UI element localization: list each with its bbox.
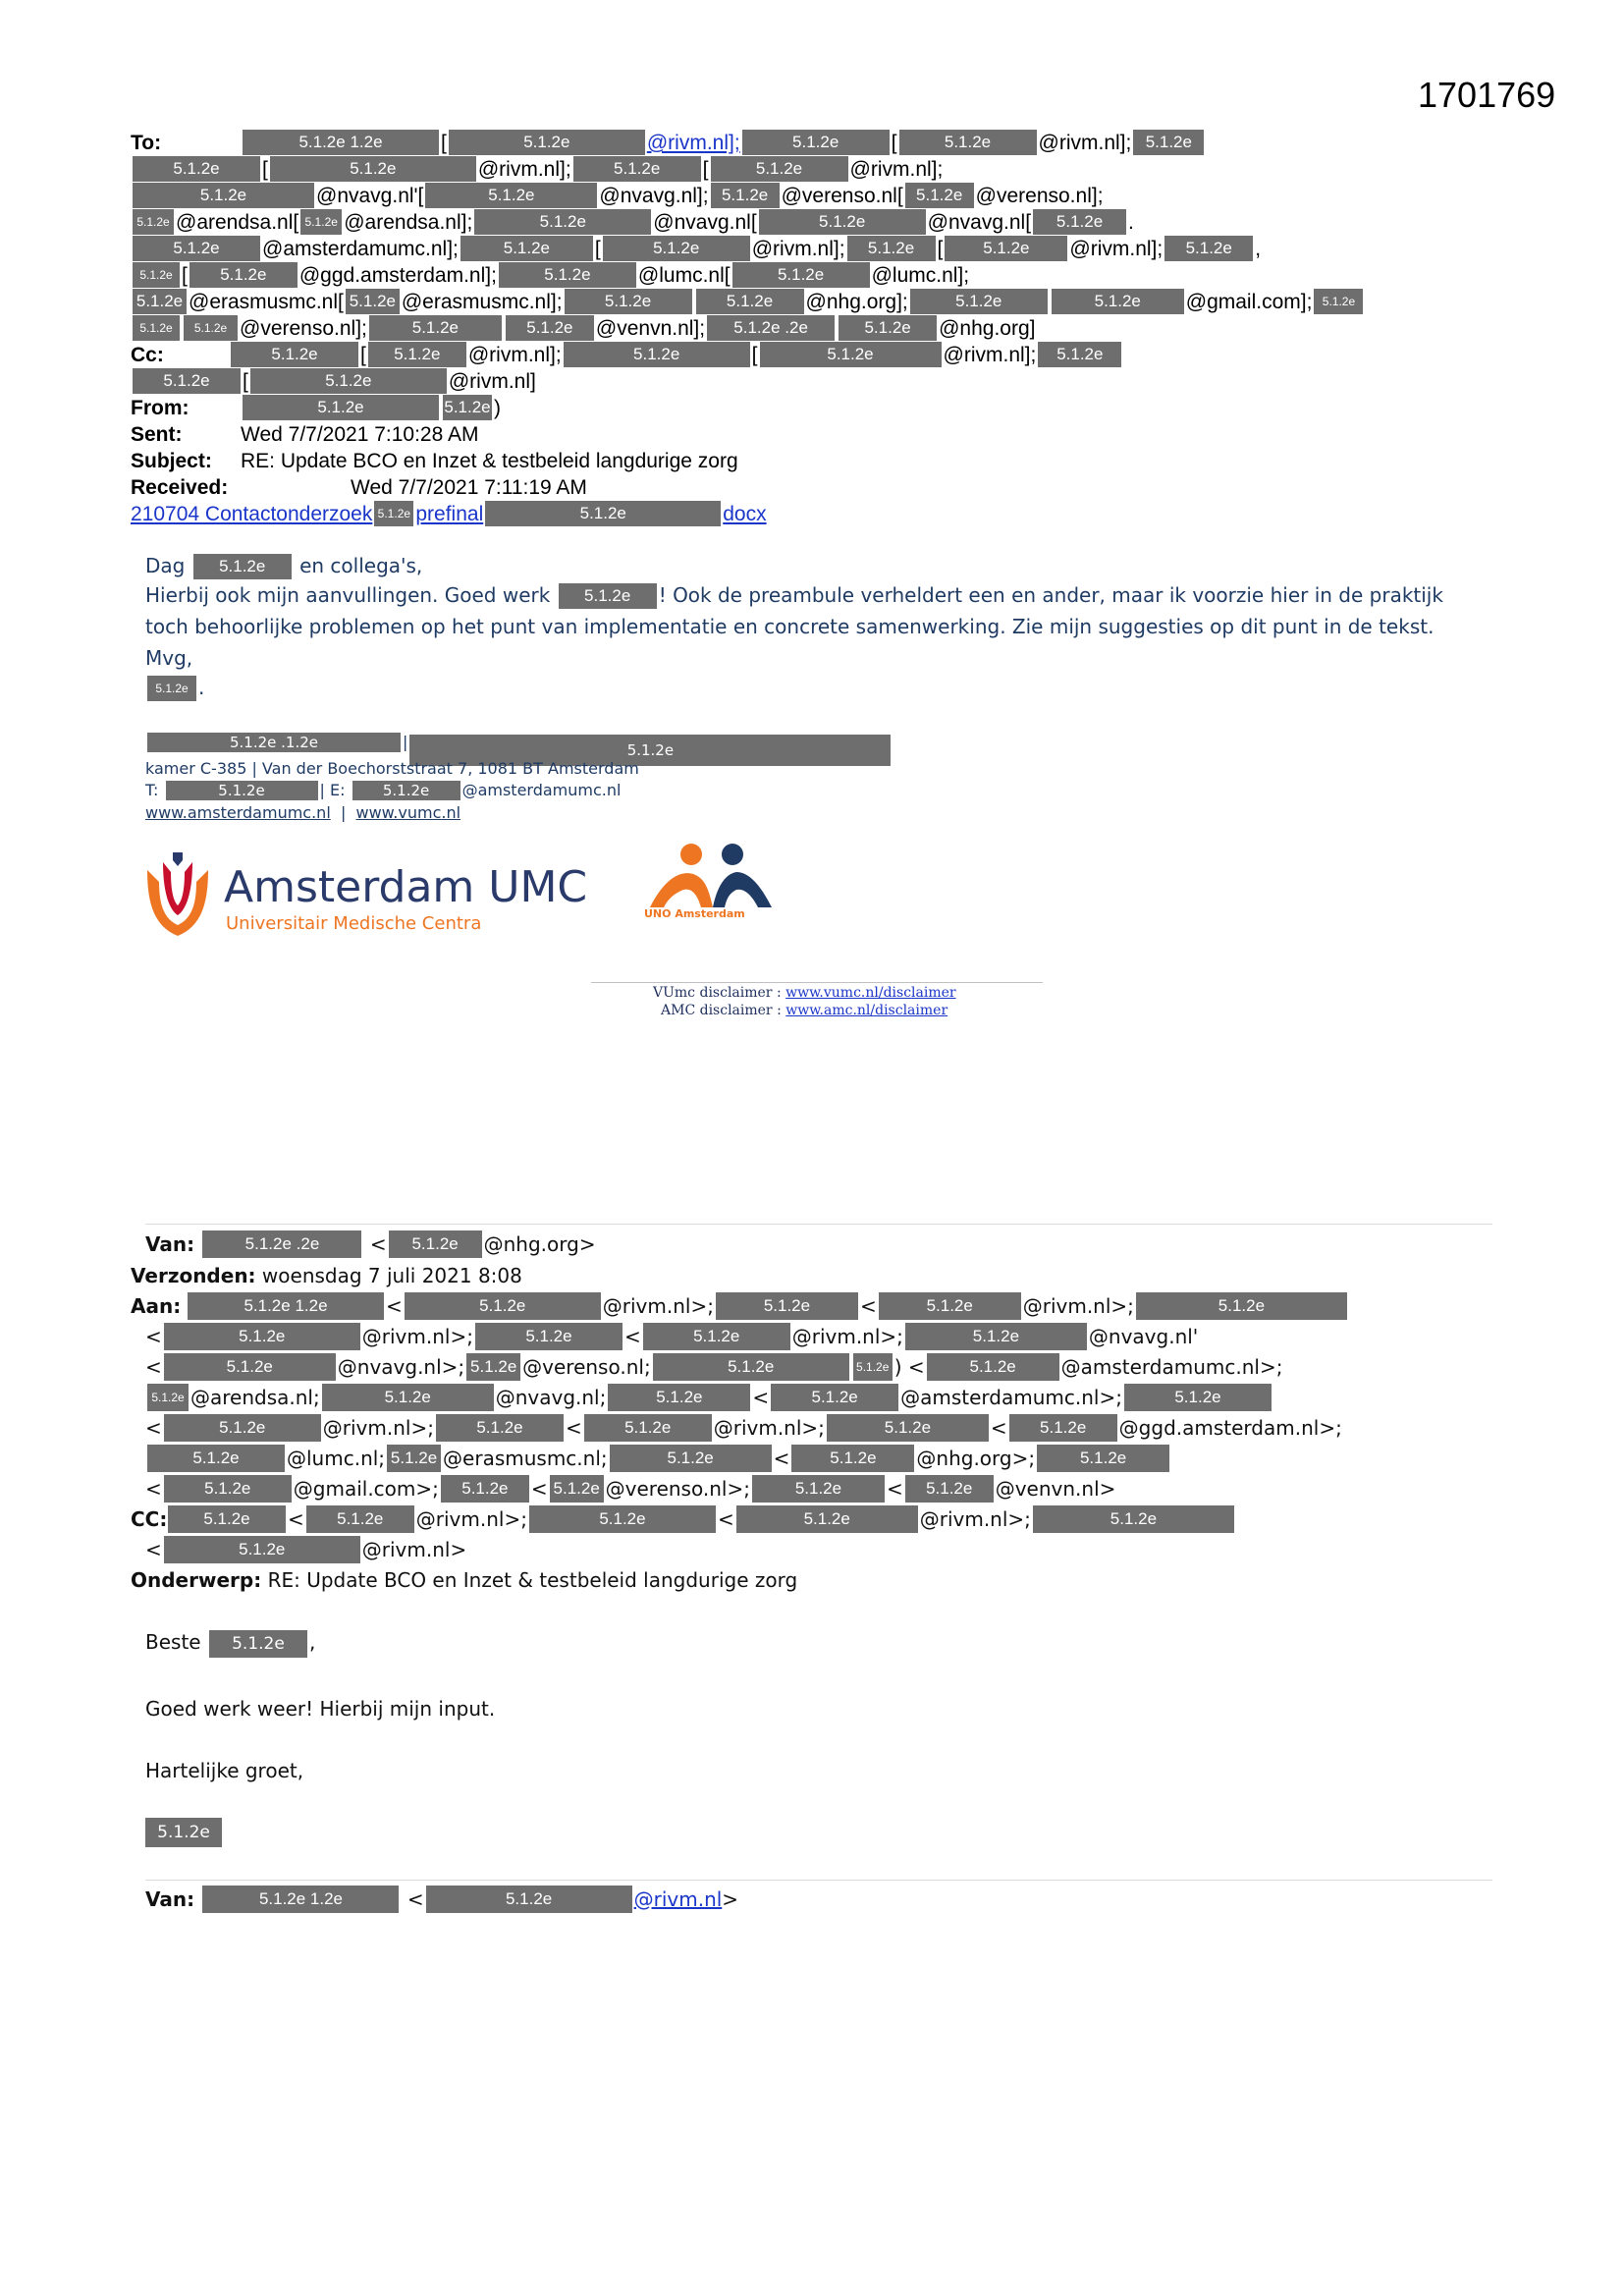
redaction: 5.1.2e	[368, 342, 466, 367]
redaction: 5.1.2e	[193, 554, 292, 579]
email-address: @rivm.nl];	[849, 158, 944, 181]
email-address: @erasmusmc.nl[	[189, 291, 344, 313]
vumc-disclaimer: VUmc disclaimer : www.vumc.nl/disclaimer	[653, 985, 956, 1001]
email-address: @verenso.nl[	[781, 185, 903, 207]
redaction: 5.1.2e	[133, 236, 260, 261]
email-address: @erasmusmc.nl;	[443, 1447, 608, 1470]
email-address: @rivm.nl];	[751, 238, 845, 260]
redaction: 5.1.2e	[133, 289, 187, 314]
van-label: Van:	[145, 1232, 195, 1256]
email-address: @lumc.nl];	[871, 264, 970, 287]
to-line-1: To: 5.1.2e 1.2e [ 5.1.2e @rivm.nl]; 5.1.2e [ 5.1.2e @rivm.nl]; 5.1.2e	[131, 130, 1206, 156]
redaction: 5.1.2e	[133, 209, 174, 235]
email-address: @rivm.nl>;	[1022, 1294, 1134, 1318]
email-address: @nvavg.nl'[	[316, 185, 424, 207]
email-address: @arendsa.nl];	[344, 211, 473, 234]
redaction: 5.1.2e	[466, 1353, 520, 1381]
email-address: @verenso.nl;	[522, 1355, 651, 1379]
redaction: 5.1.2e	[653, 1353, 849, 1381]
logo-subtitle: Universitair Medische Centra	[226, 913, 482, 934]
redaction: 5.1.2e	[827, 1414, 989, 1442]
email-address: @gmail.com>;	[293, 1477, 439, 1501]
redaction: 5.1.2e	[426, 1886, 632, 1913]
subject-label: Subject:	[131, 450, 212, 472]
redaction: 5.1.2e	[732, 262, 870, 288]
redaction: 5.1.2e	[711, 183, 780, 208]
amc-disclaimer: AMC disclaimer : www.amc.nl/disclaimer	[661, 1003, 948, 1018]
cc-line-2: 5.1.2e [ 5.1.2e @rivm.nl]	[131, 368, 536, 395]
received-line	[131, 474, 587, 501]
signature-contact: T: 5.1.2e | E: 5.1.2e @amsterdamumc.nl	[145, 781, 622, 799]
email-separator	[145, 1880, 1492, 1881]
email2-verzonden-line	[131, 1262, 522, 1289]
redaction: 5.1.2e	[608, 1384, 750, 1411]
email-address: @lumc.nl[	[637, 264, 731, 287]
redaction: 5.1.2e	[564, 342, 750, 367]
redaction: 5.1.2e	[133, 183, 314, 208]
amsterdam-umc-logo	[143, 852, 212, 944]
email-address: @nvavg.nl];	[599, 185, 709, 207]
onderwerp-label: Onderwerp:	[131, 1568, 262, 1592]
redaction: 5.1.2e	[147, 1445, 285, 1472]
redaction: 5.1.2e	[550, 1475, 604, 1503]
onderwerp-value: RE: Update BCO en Inzet & testbeleid langdurige zorg	[267, 1568, 798, 1592]
redaction: 5.1.2e	[147, 676, 196, 701]
email2-aan-line-1: Aan: 5.1.2e 1.2e < 5.1.2e @rivm.nl>; 5.1.2e < 5.1.2e @rivm.nl>; 5.1.2e	[131, 1292, 1349, 1320]
redaction: 5.1.2e	[760, 342, 942, 367]
redaction: 5.1.2e	[425, 183, 597, 208]
email2-aan-line-2: < 5.1.2e @rivm.nl>; 5.1.2e < 5.1.2e @rivm.nl>; 5.1.2e @nvavg.nl'	[145, 1325, 1199, 1348]
email2-greeting: Beste 5.1.2e ,	[145, 1630, 315, 1658]
redaction: 5.1.2e	[716, 1292, 858, 1320]
redaction: 5.1.2e	[409, 735, 891, 766]
redaction: 5.1.2e	[460, 236, 593, 261]
redaction: 5.1.2e	[1314, 289, 1363, 314]
redaction: 5.1.2e	[369, 315, 502, 341]
email2-onderwerp-line	[131, 1566, 797, 1594]
redaction: 5.1.2e	[475, 1323, 623, 1350]
redaction: 5.1.2e	[1037, 1445, 1169, 1472]
email-address: @rivm.nl>;	[791, 1325, 903, 1348]
redaction: 5.1.2e	[1164, 236, 1253, 261]
redaction: 5.1.2e	[853, 1353, 893, 1381]
redaction: 5.1.2e	[1033, 209, 1126, 235]
tulip-logo-icon	[143, 852, 212, 939]
email-address: @rivm.nl]	[448, 370, 536, 393]
redaction: 5.1.2e	[1136, 1292, 1347, 1320]
to-line-2: 5.1.2e [ 5.1.2e @rivm.nl]; 5.1.2e [ 5.1.2e @rivm.nl];	[131, 156, 943, 183]
redaction: 5.1.2e	[145, 1818, 222, 1847]
email-address: @nvavg.nl>;	[337, 1355, 465, 1379]
email-separator	[145, 1224, 1492, 1225]
email2-aan-line-7: < 5.1.2e @gmail.com>; 5.1.2e < 5.1.2e @verenso.nl>; 5.1.2e < 5.1.2e @venvn.nl>	[145, 1477, 1116, 1501]
document-number: 1701769	[1418, 75, 1556, 115]
van-label: Van:	[145, 1887, 195, 1911]
redaction: 5.1.2e	[449, 130, 645, 155]
redaction: 5.1.2e	[559, 583, 657, 609]
signature-address: kamer C-385 | Van der Boechorststraat 7, 1081 BT Amsterdam	[145, 759, 639, 778]
email2-closing: Hartelijke groet,	[145, 1759, 304, 1782]
redaction: 5.1.2e	[742, 130, 890, 155]
email3-van-line: Van: 5.1.2e 1.2e < 5.1.2e @rivm.nl>	[145, 1887, 739, 1911]
from-line: From: 5.1.2e 5.1.2e )	[131, 397, 501, 419]
sender-initials: 5.1.2e .	[145, 676, 1443, 705]
email-address: @arendsa.nl;	[190, 1386, 320, 1409]
redaction: 5.1.2e	[1038, 342, 1121, 367]
redaction: 5.1.2e	[603, 236, 750, 261]
email-address: @nhg.org>;	[916, 1447, 1036, 1470]
email1-body	[145, 554, 1443, 705]
email-address: @rivm.nl];	[646, 132, 740, 154]
redaction: 5.1.2e	[905, 1323, 1087, 1350]
closing: Mvg,	[145, 646, 193, 670]
redaction: 5.1.2e	[436, 1414, 564, 1442]
redaction: 5.1.2e	[1009, 1414, 1117, 1442]
redaction: 5.1.2e	[573, 156, 701, 182]
email-address: @ggd.amsterdam.nl];	[298, 264, 497, 287]
redaction: 5.1.2e	[189, 262, 298, 288]
body-line: toch behoorlijke problemen op het punt van implementatie en concrete samenwerking. Zie mijn suggesties op dit punt in de tekst.	[145, 615, 1435, 638]
email-address: @rivm.nl>;	[602, 1294, 714, 1318]
subject-value: RE: Update BCO en Inzet & testbeleid langdurige zorg	[241, 450, 738, 472]
to-line-5: 5.1.2e @amsterdamumc.nl]; 5.1.2e [ 5.1.2e @rivm.nl]; 5.1.2e [ 5.1.2e @rivm.nl]; 5.1.2e ,	[131, 236, 1261, 262]
redaction: 5.1.2e	[565, 289, 692, 314]
redaction: 5.1.2e	[879, 1292, 1021, 1320]
redaction: 5.1.2e	[346, 289, 400, 314]
redaction: 5.1.2e	[529, 1505, 716, 1533]
redaction: 5.1.2e	[927, 1353, 1059, 1381]
redaction: 5.1.2e	[441, 1475, 529, 1503]
email-address: @gmail.com];	[1185, 291, 1313, 313]
email-address: @rivm.nl>;	[713, 1416, 825, 1440]
redaction: 5.1.2e	[899, 130, 1037, 155]
redaction: 5.1.2e	[1133, 130, 1204, 155]
redaction: 5.1.2e	[905, 1475, 994, 1503]
redaction: 5.1.2e	[133, 368, 241, 394]
email-address: @ggd.amsterdam.nl>;	[1118, 1416, 1342, 1440]
to-line-7	[131, 289, 1365, 315]
subject-line	[131, 448, 738, 474]
redaction: 5.1.2e	[133, 262, 180, 288]
redaction: 5.1.2e	[250, 368, 447, 394]
email-address: @venvn.nl>	[995, 1477, 1116, 1501]
email-address: @rivm.nl];	[1069, 238, 1164, 260]
cc-line-1: Cc: 5.1.2e [ 5.1.2e @rivm.nl]; 5.1.2e [ 5.1.2e @rivm.nl]; 5.1.2e	[131, 342, 1123, 368]
email2-signoff	[145, 1818, 222, 1847]
disclaimer-link[interactable]: www.amc.nl/disclaimer	[785, 1003, 948, 1018]
redaction: 5.1.2e	[164, 1536, 360, 1563]
email-address: @amsterdamumc.nl>;	[1060, 1355, 1283, 1379]
redaction: 5.1.2e	[184, 315, 238, 341]
redaction: 5.1.2e	[791, 1445, 914, 1472]
redaction: 5.1.2e .2e	[202, 1230, 361, 1258]
email2-van-line: Van: 5.1.2e .2e < 5.1.2e @nhg.org>	[145, 1232, 596, 1256]
disclaimer-separator	[591, 982, 1043, 983]
to-line-6: 5.1.2e [ 5.1.2e @ggd.amsterdam.nl]; 5.1.2e @lumc.nl[ 5.1.2e @lumc.nl];	[131, 262, 969, 289]
redaction: 5.1.2e .2e	[707, 315, 835, 341]
sent-label: Sent:	[131, 423, 183, 446]
redaction: 5.1.2e	[905, 183, 974, 208]
redaction: 5.1.2e	[352, 781, 460, 800]
email2-aan-line-4: 5.1.2e @arendsa.nl; 5.1.2e @nvavg.nl; 5.1.2e < 5.1.2e @amsterdamumc.nl>; 5.1.2e	[145, 1384, 1273, 1411]
greeting: Dag 5.1.2e en collega's,	[145, 554, 423, 577]
redaction: 5.1.2e	[610, 1445, 772, 1472]
redaction: 5.1.2e	[243, 395, 439, 420]
email-address: @rivm.nl>;	[919, 1507, 1031, 1531]
redaction: 5.1.2e	[164, 1353, 336, 1381]
redaction: 5.1.2e	[270, 156, 476, 182]
email-address: @verenso.nl];	[975, 185, 1104, 207]
cc-label: Cc:	[131, 344, 164, 366]
redaction: 5.1.2e	[736, 1505, 918, 1533]
redaction: 5.1.2e 1.2e	[202, 1886, 399, 1913]
redaction: 5.1.2e	[164, 1475, 292, 1503]
email-address: @arendsa.nl[	[176, 211, 299, 234]
redaction: 5.1.2e	[1033, 1505, 1234, 1533]
email-address: @venvn.nl];	[595, 317, 706, 340]
email-address: @nhg.org]	[939, 317, 1036, 340]
sent-line	[131, 421, 478, 448]
email-address: @nhg.org>	[483, 1232, 596, 1256]
email-address: @rivm.nl>	[361, 1538, 467, 1561]
email-address: @amsterdamumc.nl>;	[900, 1386, 1122, 1409]
redaction: 5.1.2e	[133, 156, 260, 182]
signature-email-domain: @amsterdamumc.nl	[461, 781, 622, 799]
redaction: 5.1.2e	[485, 501, 721, 526]
redaction: 5.1.2e	[133, 315, 180, 341]
redaction: 5.1.2e	[499, 262, 636, 288]
email-address: @nvavg.nl;	[495, 1386, 607, 1409]
redaction: 5.1.2e	[389, 1230, 482, 1258]
redaction: 5.1.2e	[910, 289, 1048, 314]
email2-body-line: Goed werk weer! Hierbij mijn input.	[145, 1697, 496, 1721]
verzonden-label: Verzonden:	[131, 1264, 256, 1287]
redaction: 5.1.2e	[168, 1505, 286, 1533]
to-line-8	[131, 315, 1036, 342]
redaction: 5.1.2e	[374, 501, 413, 526]
redaction: 5.1.2e	[771, 1384, 898, 1411]
redaction: 5.1.2e	[711, 156, 848, 182]
redaction: 5.1.2e	[752, 1475, 885, 1503]
redaction: 5.1.2e	[405, 1292, 601, 1320]
redaction: 5.1.2e	[147, 1384, 189, 1411]
email-address: @rivm.nl>;	[322, 1416, 434, 1440]
attachment-link[interactable]: prefinal	[415, 503, 484, 525]
email-address: @nhg.org];	[805, 291, 908, 313]
received-label: Received:	[131, 476, 229, 499]
email-address-link[interactable]: @rivm.nl	[633, 1887, 723, 1911]
redaction: 5.1.2e	[1124, 1384, 1272, 1411]
email-address: @nvavg.nl'	[1088, 1325, 1199, 1348]
redaction: 5.1.2e	[166, 781, 318, 800]
email-address: @erasmusmc.nl];	[401, 291, 563, 313]
email-address: @amsterdamumc.nl];	[262, 238, 459, 260]
redaction: 5.1.2e	[847, 236, 936, 261]
to-line-3	[131, 183, 1104, 209]
email-address: @verenso.nl>;	[605, 1477, 750, 1501]
redaction: 5.1.2e	[474, 209, 651, 235]
redaction: 5.1.2e	[443, 395, 492, 420]
attachment-link[interactable]: docx	[723, 503, 767, 525]
attachment-link[interactable]: 210704 Contactonderzoek	[131, 503, 373, 525]
redaction: 5.1.2e	[387, 1445, 441, 1472]
email-address: @rivm.nl];	[467, 344, 562, 366]
redaction: 5.1.2e	[164, 1414, 321, 1442]
redaction: 5.1.2e .1.2e	[147, 733, 401, 752]
redaction: 5.1.2e	[506, 315, 594, 341]
redaction: 5.1.2e	[839, 315, 937, 341]
email-address: @rivm.nl];	[943, 344, 1037, 366]
redaction: 5.1.2e	[696, 289, 804, 314]
email-address: @nvavg.nl[	[927, 211, 1032, 234]
email2-cc-line-2: < 5.1.2e @rivm.nl>	[145, 1538, 467, 1561]
email2-cc-line-1: CC: 5.1.2e < 5.1.2e @rivm.nl>; 5.1.2e < 5.1.2e @rivm.nl>; 5.1.2e	[131, 1505, 1236, 1533]
redaction: 5.1.2e 1.2e	[188, 1292, 384, 1320]
redaction: 5.1.2e	[643, 1323, 790, 1350]
redaction: 5.1.2e	[300, 209, 342, 235]
disclaimer-link[interactable]: www.vumc.nl/disclaimer	[785, 985, 956, 1001]
uno-label: UNO Amsterdam	[644, 907, 745, 920]
email2-aan-line-6: 5.1.2e @lumc.nl; 5.1.2e @erasmusmc.nl; 5.1.2e < 5.1.2e @nhg.org>; 5.1.2e	[145, 1445, 1171, 1472]
cc-label: CC:	[131, 1507, 168, 1531]
redaction: 5.1.2e	[306, 1505, 414, 1533]
body-line: Hierbij ook mijn aanvullingen. Goed werk 5.1.2e ! Ook de preambule verheldert een en ander, maar ik voorzie hier in de praktijk	[145, 583, 1443, 607]
redaction: 5.1.2e	[231, 342, 358, 367]
email2-aan-line-5: < 5.1.2e @rivm.nl>; 5.1.2e < 5.1.2e @rivm.nl>; 5.1.2e < 5.1.2e @ggd.amsterdam.nl>;	[145, 1416, 1342, 1440]
redaction: 5.1.2e	[164, 1323, 360, 1350]
email-address: @rivm.nl>;	[361, 1325, 473, 1348]
redaction: 5.1.2e	[1052, 289, 1184, 314]
redaction: 5.1.2e	[584, 1414, 712, 1442]
sent-value: Wed 7/7/2021 7:10:28 AM	[241, 423, 479, 446]
email-address: @rivm.nl>;	[415, 1507, 527, 1531]
redaction: 5.1.2e	[945, 236, 1067, 261]
to-label: To:	[131, 132, 162, 154]
redaction: 5.1.2e 1.2e	[243, 130, 439, 155]
email-address: @rivm.nl];	[1038, 132, 1132, 154]
received-value: Wed 7/7/2021 7:11:19 AM	[351, 476, 587, 499]
aan-label: Aan:	[131, 1294, 182, 1318]
email-address: @verenso.nl];	[240, 317, 367, 340]
attachment-line[interactable]	[131, 501, 767, 527]
email-address: @lumc.nl;	[287, 1447, 386, 1470]
redaction: 5.1.2e	[209, 1630, 307, 1658]
website-link[interactable]: www.vumc.nl	[355, 803, 461, 822]
website-link[interactable]: www.amsterdamumc.nl	[145, 803, 331, 822]
signature-name-line: 5.1.2e .1.2e | 5.1.2e	[145, 733, 893, 766]
redaction: 5.1.2e	[759, 209, 926, 235]
email-address: @nvavg.nl[	[653, 211, 757, 234]
from-label: From:	[131, 397, 189, 419]
email-address: @rivm.nl];	[477, 158, 571, 181]
verzonden-value: woensdag 7 juli 2021 8:08	[261, 1264, 522, 1287]
signature-links: www.amsterdamumc.nl | www.vumc.nl	[145, 803, 461, 822]
redaction: 5.1.2e	[322, 1384, 494, 1411]
to-line-4: 5.1.2e @arendsa.nl[ 5.1.2e @arendsa.nl]; 5.1.2e @nvavg.nl[ 5.1.2e @nvavg.nl[ 5.1.2e .	[131, 209, 1134, 236]
logo-wordmark: Amsterdam UMC	[224, 862, 588, 912]
email2-aan-line-3: < 5.1.2e @nvavg.nl>; 5.1.2e @verenso.nl; 5.1.2e 5.1.2e ) < 5.1.2e @amsterdamumc.nl>;	[145, 1355, 1283, 1379]
